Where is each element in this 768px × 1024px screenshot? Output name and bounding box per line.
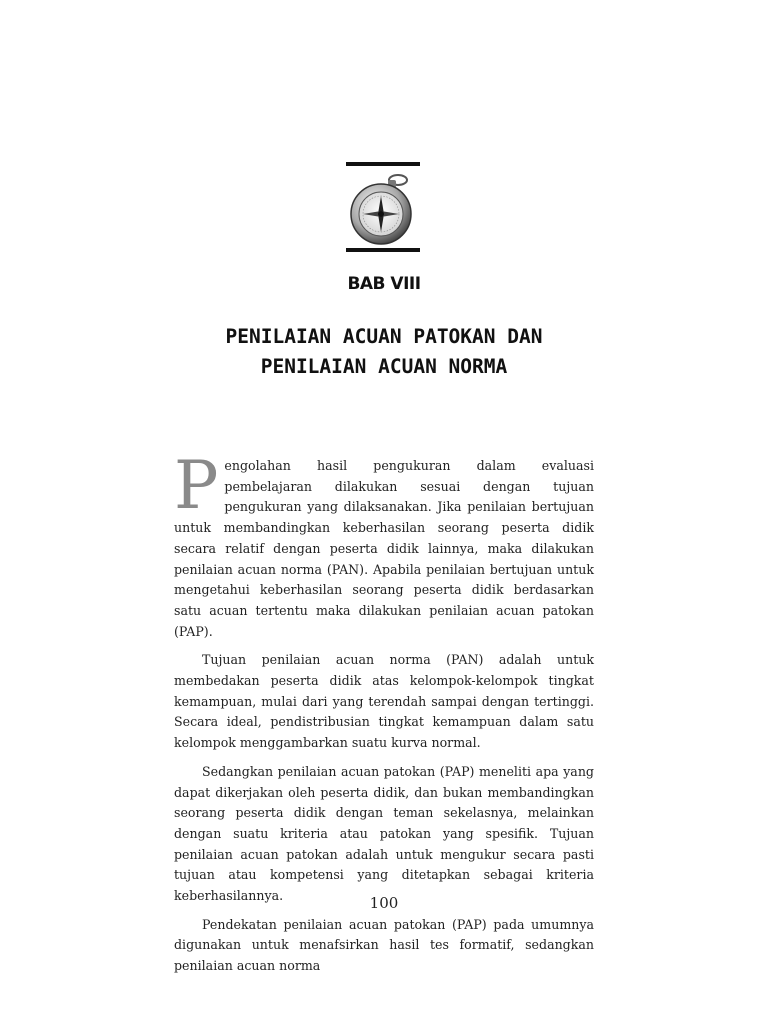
drop-cap: P	[174, 447, 219, 524]
compass-icon	[348, 168, 418, 248]
title-line-1: PENILAIAN ACUAN PATOKAN DAN	[225, 325, 543, 348]
page-number: 100	[369, 894, 399, 912]
title-line-2: PENILAIAN ACUAN NORMA	[260, 355, 508, 378]
paragraph-1	[174, 447, 594, 642]
paragraph-3: Sedangkan penilaian acuan patokan (PAP) meneliti apa yang dapat dikerjakan oleh peserta didik, dan bukan membandingkan seorang peserta didik dengan teman sekelasnya, melainkan dengan suatu kriteria atau patokan yang spesifik. Tujuan penilaian acuan patokan adalah untuk mengukur secara pasti tujuan atau kompetensi yang ditetapkan sebagai kriteria keberhasilannya.	[174, 763, 594, 904]
paragraph-4: Pendekatan penilaian acuan patokan (PAP) pada umumnya digunakan untuk menafsirkan hasil tes formatif, sedangkan penilaian acuan norma	[174, 916, 594, 974]
chapter-label: BAB VIII	[347, 274, 421, 294]
chapter-emblem	[346, 160, 420, 256]
chapter-title	[0, 322, 768, 382]
paragraph-2: Tujuan penilaian acuan norma (PAN) adalah untuk membedakan peserta didik atas kelompok-kelompok tingkat kemampuan, mulai dari yang terendah sampai dengan tertinggi. Secara ideal, pendistribusian tingkat kemampuan dalam satu kelompok menggambarkan suatu kurva normal.	[174, 652, 594, 751]
emblem-top-rule	[346, 162, 420, 166]
emblem-bottom-rule	[346, 248, 420, 252]
paragraph-1-text: engolahan hasil pengukuran dalam evaluasi pembelajaran dilakukan sesuai dengan tujuan pengukuran yang dilaksanakan. Jika penilaian bertujuan untuk membandingkan keberhasilan seorang peserta didik secara relatif dengan peserta didik lainnya, maka dilakukan penilaian acuan norma (PAN). Apabila penilaian bertujuan untuk mengetahui keberhasilan seorang peserta didik berdasarkan satu acuan tertentu maka dilakukan penilaian acuan patokan (PAP).	[174, 458, 594, 639]
